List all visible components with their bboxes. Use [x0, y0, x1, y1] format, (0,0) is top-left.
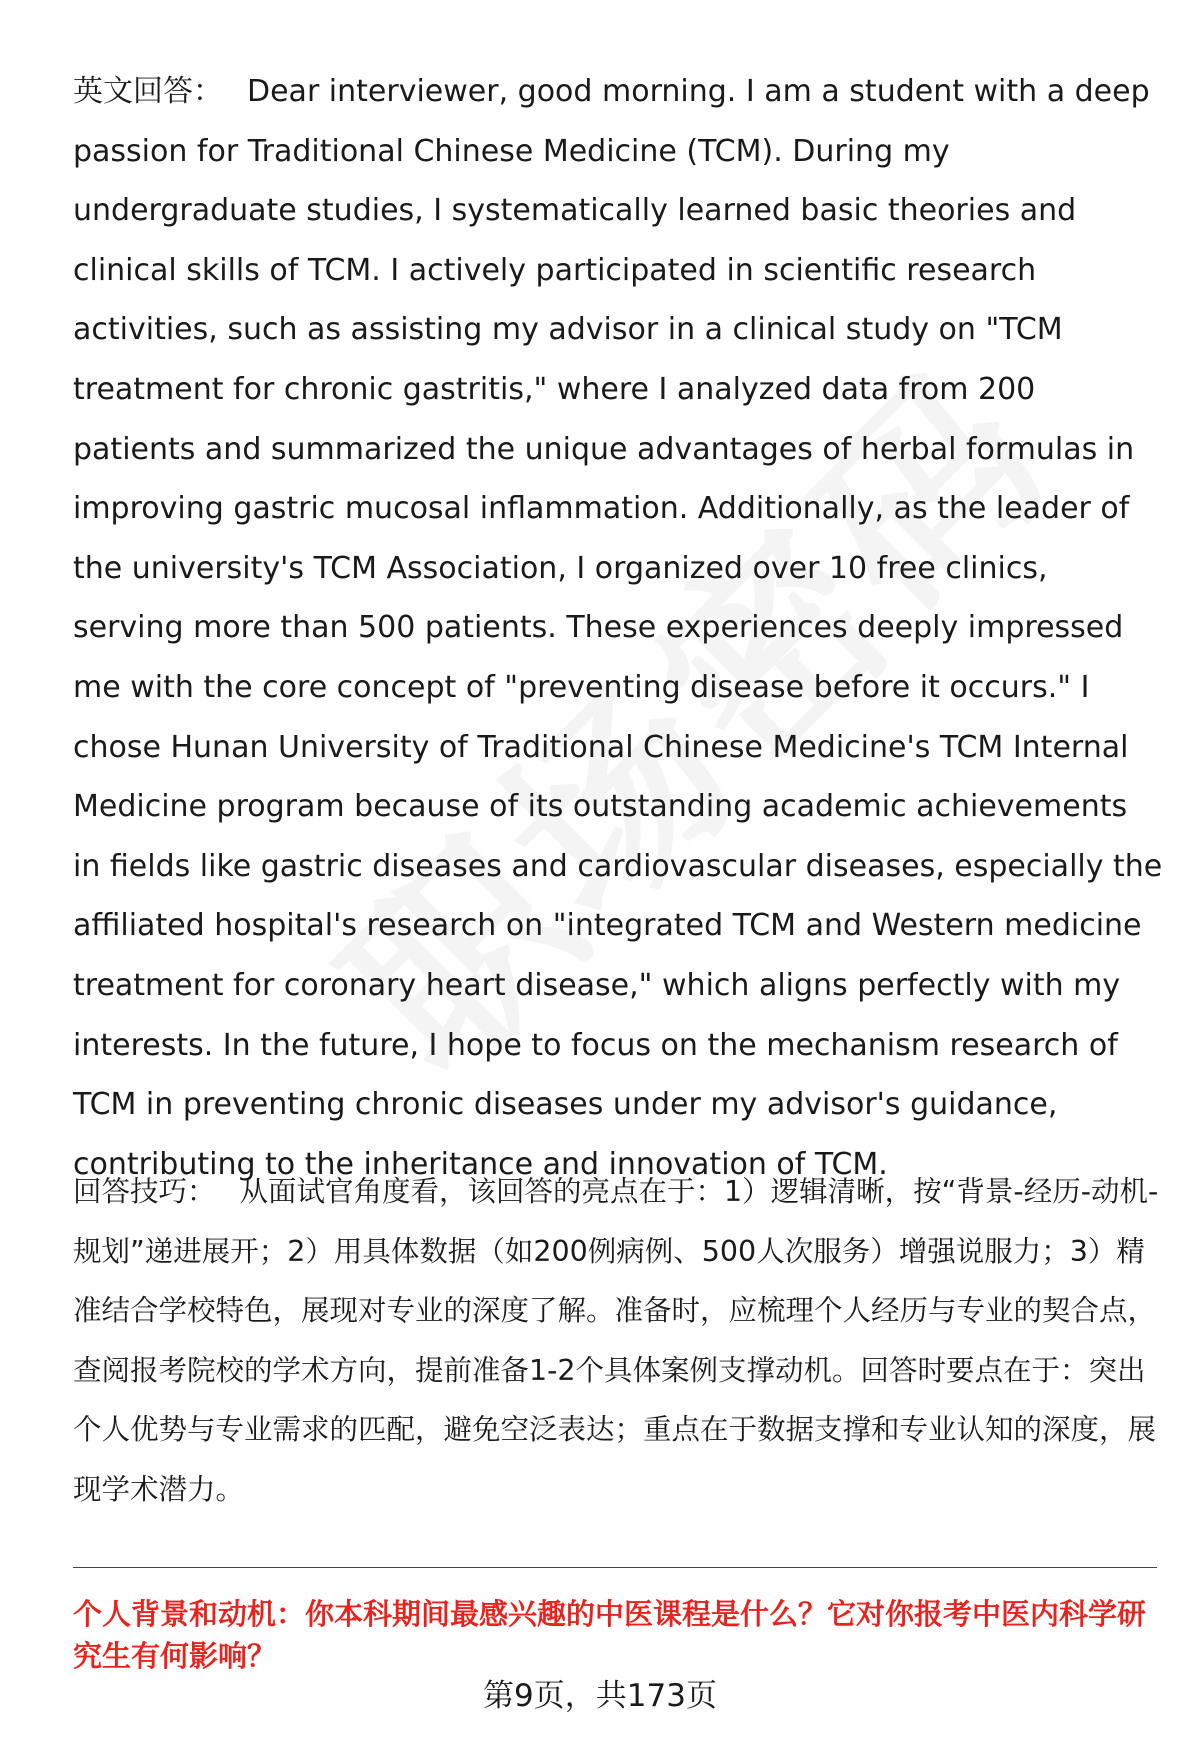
english-answer-text: Dear interviewer, good morning. I am a student with a deep passion for Traditional Chinese Medicine (TCM). During my undergraduate studies, I systematically learned basic theories and clinical skills of TCM. I actively participated in scientific research activities, such as assisting my advisor in a clinical study on "TCM treatment for chronic gastritis," where I analyzed data from 200 patients and summarized the unique advantages of herbal formulas in improving gastric mucosal inflammation. Additionally, as the leader of the university's TCM Association, I organized over 10 free clinics, serving more than 500 patients. These experiences deeply impressed me with the core concept of "preventing disease before it occurs." I chose Hunan University of Traditional Chinese Medicine's TCM Internal Medicine program because of its outstanding academic achievements in fields like gastric diseases and cardiovascular diseases, especially the affiliated hospital's research on "integrated TCM and Western medicine treatment for coronary heart disease," which aligns perfectly with my interests. In the future, I hope to focus on the mechanism research of TCM in preventing chronic diseases under my advisor's guidance, contributing to the inheritance and innovation of TCM. — [73, 74, 1163, 1182]
section-divider — [73, 1567, 1157, 1568]
answer-tips-paragraph — [73, 1162, 1163, 1520]
next-question-heading: 个人背景和动机：你本科期间最感兴趣的中医课程是什么？它对你报考中医内科学研究生有何影响？ — [73, 1597, 1147, 1673]
page-number-footer: 第9页，共173页 — [483, 1678, 717, 1714]
english-answer-paragraph — [73, 62, 1163, 1194]
english-answer-label: 英文回答： — [73, 74, 223, 109]
answer-tips-text: 从面试官角度看，该回答的亮点在于：1）逻辑清晰，按“背景-经历-动机-规划”递进展开；2）用具体数据（如200例病例、500人次服务）增强说服力；3）精准结合学校特色，展现对专业的深度了解。准备时，应梳理个人经历与专业的契合点，查阅报考院校的学术方向，提前准备1-2个具体案例支撑动机。回答时要点在于：突出个人优势与专业需求的匹配，避免空泛表达；重点在于数据支撑和专业认知的深度，展现学术潜力。 — [73, 1175, 1159, 1506]
answer-tips-label: 回答技巧： — [73, 1175, 216, 1208]
